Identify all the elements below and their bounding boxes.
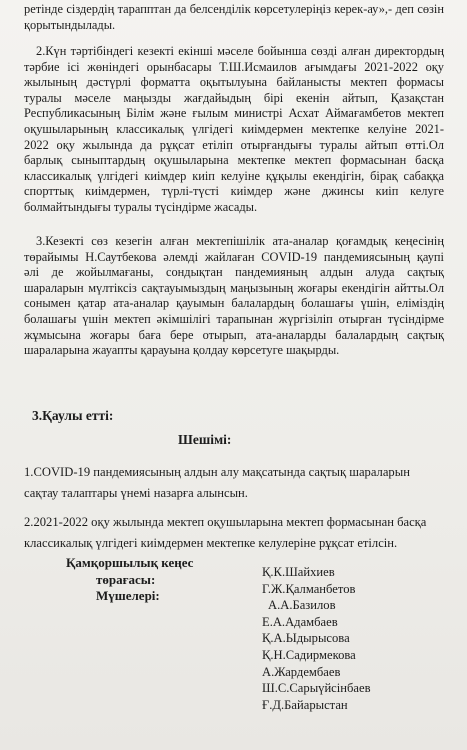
text-line: спорттық киімдермен, түрлі-түсті киімдер және джинсы киіп келуге bbox=[24, 184, 444, 199]
signatories-list bbox=[262, 564, 371, 713]
decision-item-2: 2.2021-2022 оқу жылында мектеп оқушыларына мектеп формасынан басқа классикалық үлгідегі киімдермен мектепке келулеріне рұқсат етілсін. bbox=[24, 515, 427, 550]
chairman-name: Қ.К.Шайхиев bbox=[262, 565, 335, 579]
council-title bbox=[66, 555, 193, 605]
text-line: ретінде сіздердің тарапптан да белсенділік көрсетулеріңіз керек-ау»,- деп сөзін bbox=[24, 2, 444, 16]
text-line: болмайтындығы туралы түсіндірме жасады. bbox=[24, 199, 258, 214]
text-line: шараларына жауапты қарауына қолдау көрсетуге шақырды. bbox=[24, 343, 340, 358]
text-line: жұмысына жоғары баға бере отырып, ата-аналарды балалардың сақтық bbox=[24, 327, 444, 342]
paragraph-item-3 bbox=[24, 234, 444, 359]
resolution-heading: 3.Қаулы етті: bbox=[32, 408, 114, 423]
text-line: жылының дәстүрлі форматта оқытылуына байланысты мектеп формасы bbox=[24, 75, 444, 90]
member-name: Е.А.Адамбаев bbox=[262, 614, 338, 629]
text-line: 3.Кезекті сөз кезегін алған мектепішілік ата-аналар қоғамдық кеңесінің bbox=[36, 234, 444, 248]
council-title-line: Қамқоршылық кеңес bbox=[66, 555, 194, 570]
text-line: шараларын мүлтіксіз сақтауымыздың маңызының жоғары екендігін айтты.Ол bbox=[24, 280, 444, 295]
paragraph-item-2 bbox=[24, 44, 444, 216]
member-name: Ш.С.Сарыүйсінбаев bbox=[262, 681, 371, 696]
member-name: Қ.Н.Садирмекова bbox=[262, 647, 356, 662]
text-line: тәрбие ісі жөніндегі орынбасары Т.Ш.Исмаилов ағымдағы 2021-2022 оқу bbox=[24, 59, 444, 74]
text-line: төрайымы Н.Саутбекова әлемді жайлаған COVID-19 пандемиясының қаупі bbox=[24, 249, 444, 264]
text-line: болашағы үшін мектеп әкімшілігі тарапынан жүргізіліп отырған түсіндірме bbox=[24, 311, 444, 326]
text-line: туралы мәселе маңызды жағдайыдың бірі екенін айтып, Қазақстан bbox=[24, 90, 444, 105]
member-name: А.А.Базилов bbox=[268, 598, 336, 613]
text-line: 2022 оқу жылында да рұқсат етіліп отырғандығы туралы айтып өтті.Ол bbox=[24, 137, 444, 152]
member-name: А.Жардембаев bbox=[262, 664, 341, 679]
chairman-label: төрағасы: bbox=[96, 571, 156, 587]
member-name: Г.Ж.Қалманбетов bbox=[262, 581, 356, 596]
text-line: сонымен қатар ата-аналар қауымын балалардың болашағы үшін, еліміздің bbox=[24, 296, 444, 311]
paragraph-intro bbox=[24, 2, 444, 33]
members-label: Мүшелері: bbox=[96, 588, 160, 604]
text-line: классикалық үлгідегі киімдер киіп келуіне құқылы екендігін, бірақ сабаққа bbox=[24, 168, 444, 183]
decision-subheading: Шешімі: bbox=[178, 432, 232, 447]
text-line: әлі де жойылмағаны, сондықтан пандемияның алдын алуда сақтық bbox=[24, 265, 444, 280]
text-line: қорытындылады. bbox=[24, 17, 116, 32]
text-line: Республикасының Білім және ғылым министрі Асхат Аймағамбетов мектеп bbox=[24, 106, 444, 121]
text-line: 2.Күн тәртібіндегі кезекті екінші мәселе бойынша сөзді алған директордың bbox=[36, 44, 444, 58]
text-line: барлық сыныптардың оқушыларына мектепке мектеп формасынан басқа bbox=[24, 153, 444, 168]
text-line: оқушыларының классикалық үлгідегі киімдермен мектепке келуіне 2021- bbox=[24, 121, 444, 136]
decision-item-1: 1.COVID-19 пандемиясының алдын алу мақсатында сақтық шараларын сақтау талаптары үнемі назарға алынсын. bbox=[24, 465, 410, 500]
member-name: Ғ.Д.Байарыстан bbox=[262, 697, 348, 712]
member-name: Қ.А.Ыдырысова bbox=[262, 631, 350, 646]
